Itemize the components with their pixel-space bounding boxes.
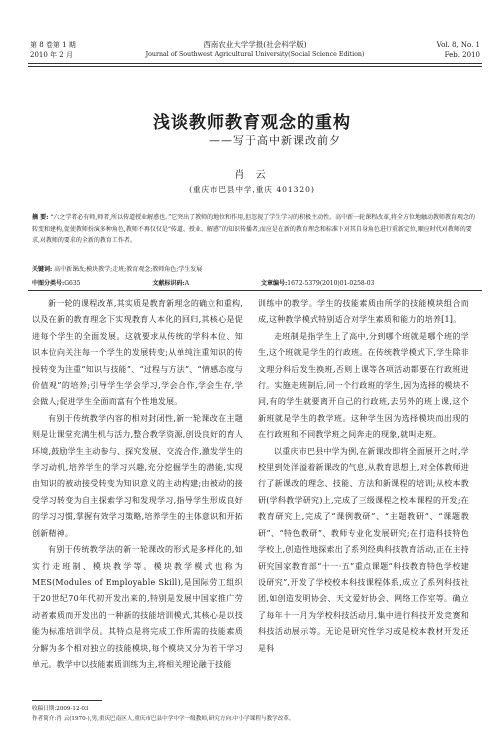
- abstract-text: “六之学者必有师,师者,所以传道授业解惑也。”它突出了教师的地位和作用,但忽视了学生学习的积极主动性。高中新一轮课程改革,将全方位地触动教师教育观念的转变和建构,促使教师扮演多种角色,教师不再仅仅是“传道、授业、解惑”的知识传播者,而应是在新的教育理念和标准下对其自身角色进行重新定位,顺应时代对教师的要求,对教师的要求的全新的教育工作者。: [32, 214, 476, 244]
- issue-date: 2010 年 2 月: [30, 51, 73, 59]
- article-number: [261, 278, 410, 287]
- paragraph: 有别于传统教学内容的相对封闭性,新一轮课改在主题则是让课堂充满生机与活力,整合教学资源,创设良好的育人环境,鼓励学生主动参与、探究发展、交流合作,激发学生的学习动机,培养学生的学习兴趣,充分挖掘学生的潜能,实现由知识的被动接受转变为知识意义的主动构建;由被动的接受学习转变为自主探索学习和发现学习,指导学生形成良好的学习习惯,掌握有效学习策略,培养学生的主体意识和开拓创新精神。: [32, 413, 243, 538]
- abstract-rule: [28, 290, 482, 291]
- footnote-rule: [32, 700, 102, 701]
- body-column-left: [32, 296, 243, 673]
- journal-name-cn: 西南农业大学学报(社会科学版): [203, 40, 307, 49]
- clc-value: G635: [64, 280, 81, 287]
- keywords-label: 关键词:: [32, 266, 53, 273]
- clc-label: 中图分类号:: [32, 280, 65, 287]
- header-rule: [28, 63, 482, 64]
- doc-code: [152, 278, 225, 287]
- keywords: [32, 264, 476, 273]
- author-name: 肖 云: [234, 170, 270, 181]
- paragraph: 以重庆市巴县中学为例,在新课改即将全面展开之时,学校里到处洋溢着新课改的气息,从教育思想上,对全体教师进行了新课改的理念、技能、方法和新课程的培训;从校本教研(学科教学研究)上,完成了三级课程之校本课程的开发;在教育研究上,完成了“课例教研”、“主题教研”、“课题教研”、“特色教研”、教师专业化发展研究;在打造科技特色学校上,创造性地探索出了系列经典科技教育活动,正在主持研究国家教育部“十一·五”重点课题“科技教育特色学校建设研究”,开发了学校校本科技课程体系,成立了系列科技社团,如创造发明协会、天文爱好协会、网络工作室等。确立了每年十一月为学校科技活动月,集中进行科技开发竞赛和科技活动展示等。无论是研究性学习或是校本教材开发还是科: [258, 446, 469, 653]
- author-bio: 作者简介:肖 云(1970-),男,重庆巴南区人,重庆市巴县中学中学一级教师,研究方向:中小学课程与教学改革。: [32, 716, 295, 722]
- doc-code-label: 文献标识码:: [152, 280, 185, 287]
- issue-info: [30, 40, 76, 60]
- journal-name: [120, 40, 390, 60]
- volume-date: Feb. 2010: [444, 51, 480, 59]
- body-column-right: [258, 296, 469, 657]
- received-date: 收稿日期:2009-12-03: [32, 706, 89, 712]
- volume-number: Vol. 8, No. 1: [436, 41, 480, 49]
- article-subtitle: ——写于高中新课改前夕: [209, 134, 341, 147]
- paragraph: 有别于传统教学法的新一轮课改的形式是多样化的,如实行走班制、模块教学等。模块教学模式也称为MES(Modules of Employable Skill),是国际劳工组织于20世纪70年代初开发出来的,特别是发展中国家推广劳动者素质而开发出的一种新的技能培训模式,其核心是以技能为标准培训学员。其特点是将完成工作所需的技能素质分解为多个相对独立的技能模块,每个模块又分为若干学习单元。教学中以技能素质训练为主,将相关理论融于技能: [32, 545, 243, 669]
- issue-volume: 第 8 卷第 1 期: [30, 41, 76, 49]
- keywords-text: 高中新课改;模块教学;走班;教育观念;教师角色;学生发展: [54, 266, 203, 273]
- volume-info: [437, 40, 480, 60]
- doc-code-value: A: [184, 280, 190, 287]
- footnote: [32, 704, 472, 724]
- article-title: 浅谈教师教育观念的重构: [153, 113, 351, 133]
- paragraph: 训练中的教学。学生的技能素质由所学的技能模块组合而成,这种教学模式特别适合对学生素质和能力的培养[1]。: [258, 299, 469, 325]
- abstract-label: 摘 要:: [32, 214, 49, 221]
- paragraph: 新一轮的课程改革,其实质是教育新理念的确立和重构,以及在新的教育理念下实现教育人本化的回归,其核心是促进每个学生的全面发展。这就要求从传统的学科本位、知识本位向关注每一个学生的发展转变;从单纯注重知识的传授转变为注重“知识与技能”、“过程与方法”、“情感态度与价值观”的培养;引导学生学会学习,学会合作,学会生存,学会做人;促进学生全面而富有个性地发展。: [32, 299, 243, 407]
- header-rule-thin: [28, 66, 482, 67]
- article-no-label: 文章编号:: [261, 280, 288, 287]
- abstract: [32, 212, 476, 247]
- author-affiliation: (重庆市巴县中学,重庆 401320): [189, 185, 315, 194]
- paragraph: 走班制是指学生上了高中,分到哪个班就是哪个班的学生,这个班就是学生的行政班。在传统教学模式下,学生除非文理分科后发生换班,否则上课等各项活动都要在行政班进行。实施走班制后,同一个行政班的学生,因为选择的模块不同,有的学生就要离开自己的行政班,去另外的班上课,这个新班就是学生的教学班。这种学生因为选择模块而出现的在行政班和不同教学班之间奔走的现象,就叫走班。: [258, 331, 469, 440]
- journal-name-en: Journal of Southwest Agricultural University(Social Science Edition): [145, 51, 365, 58]
- article-no-value: 1672-5379(2010)01-0258-03: [287, 280, 375, 287]
- classification-row: [32, 278, 476, 287]
- clc-code: [32, 278, 116, 287]
